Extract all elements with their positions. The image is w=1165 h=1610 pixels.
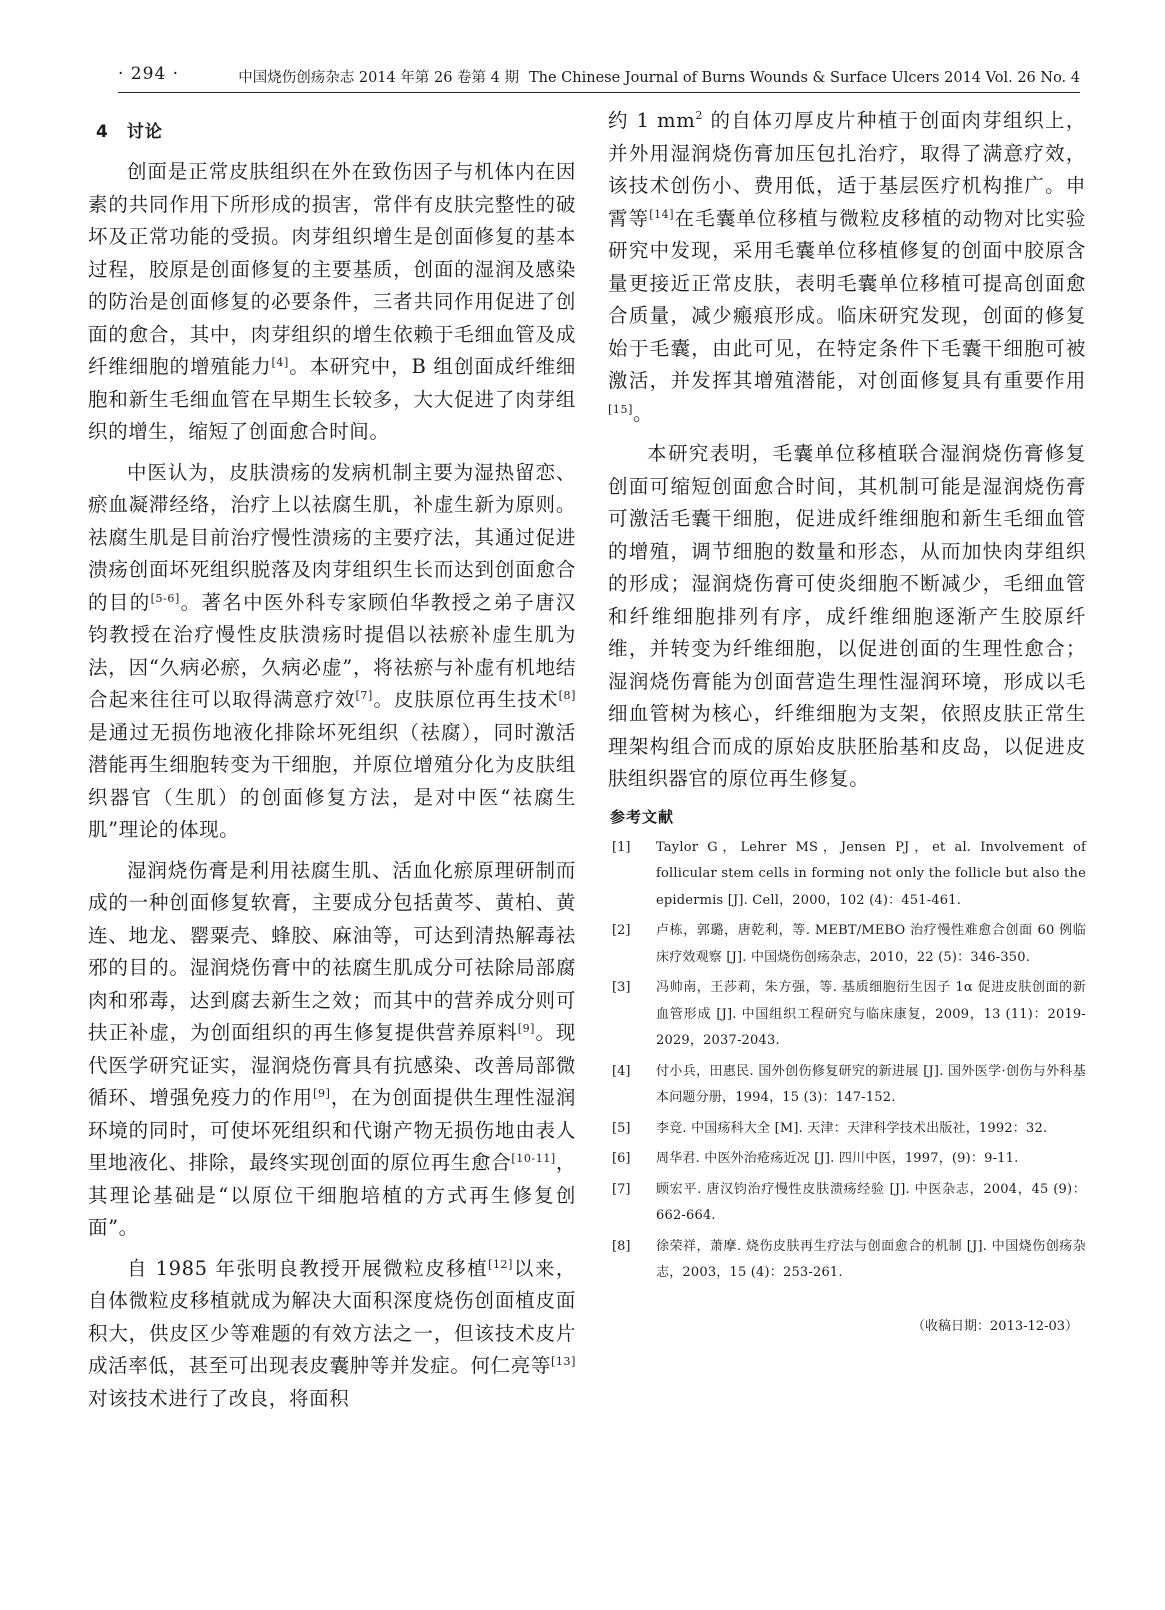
reference-index: [6] (612, 1151, 631, 1166)
paragraph-tcm-theory (88, 457, 576, 847)
reference-text: 周华君. 中医外治疮疡近况 [J]. 四川中医，1997，(9)：9-11. (656, 1151, 1019, 1166)
text-run: ，其理论基础是“以原位干细胞培植的方式再生修复创面”。 (88, 1151, 576, 1239)
citation: [15] (608, 402, 633, 416)
text-run: 的自体刃厚皮片种植于创面肉芽组织上，并外用湿润烧伤膏加压包扎治疗，取得了满意疗效，该技术创伤小、费用低，适于基层医疗机构推广。申霄等 (608, 109, 1086, 230)
reference-index: [7] (612, 1181, 631, 1197)
text-run: 对该技术进行了改良，将面积 (88, 1386, 350, 1410)
journal-title (238, 66, 1080, 87)
text-run: 在毛囊单位移植与微粒皮移植的动物对比实验研究中发现，采用毛囊单位移植修复的创面中胶原含量更接近正常皮肤，表明毛囊单位移植可提高创面愈合质量，减少瘢痕形成。临床研究发现，创面的修复始于毛囊，由此可见，在特定条件下毛囊干细胞可被激活，并发挥其增殖潜能，对创面修复具有重要作用 (608, 206, 1086, 392)
paragraph-wound-definition (88, 156, 576, 449)
journal-title-cn: 中国烧伤创疡杂志 2014 年第 26 卷第 4 期 (238, 70, 519, 86)
reference-index: [8] (612, 1238, 631, 1254)
reference-item (608, 975, 1086, 1055)
reference-item (608, 1177, 1086, 1230)
text-run: 。 (632, 401, 654, 425)
reference-item (608, 1116, 1086, 1143)
text-run: 湿润烧伤膏是利用祛腐生肌、活血化瘀原理研制而成的一种创面修复软膏，主要成分包括黄芩、黄柏、黄连、地龙、罂粟壳、蜂胶、麻油等，可达到清热解毒祛邪的目的。湿润烧伤膏中的祛腐生肌成分可祛除局部腐肉和邪毒，达到腐去新生之效；而其中的营养成分则可扶正补虚，为创面组织的再生修复提供营养原料 (88, 858, 576, 1044)
citation: [14] (649, 207, 675, 221)
citation: [4] (271, 356, 289, 369)
text-run: 自 1985 年张明良教授开展微粒皮移植 (127, 1256, 489, 1280)
reference-index: [4] (612, 1063, 631, 1079)
citation: [10-11] (511, 1152, 556, 1165)
reference-item (608, 918, 1086, 971)
reference-text: Taylor G，Lehrer MS，Jensen PJ，et al. Involvement of follicular stem cells in forming not only the follicle but also the epidermis [J]. Cell，2000，102 (4)：451-461. (656, 839, 1086, 908)
journal-title-en: The Chinese Journal of Burns Wounds & Surface Ulcers 2014 Vol. 26 No. 4 (528, 70, 1080, 86)
text-run: 。皮肤原位再生技术 (372, 688, 559, 711)
reference-item (608, 1059, 1086, 1112)
left-column (88, 105, 576, 1423)
reference-text: 李竞. 中国疡科大全 [M]. 天津：天津科学技术出版社，1992：32. (656, 1120, 1048, 1136)
citation: [7] (355, 689, 373, 702)
reference-text: 顾宏平. 唐汉钧治疗慢性皮肤溃疡经验 [J]. 中医杂志，2004，45 (9)：662-664. (656, 1181, 1086, 1223)
citation: [13] (551, 1355, 576, 1368)
paragraph-graft-continued (608, 105, 1086, 430)
citation: [12] (488, 1257, 514, 1271)
text-run: 。现代医学研究证实，湿润烧伤膏具有抗感染、改善局部微循环、增强免疫力的作用 (88, 1021, 576, 1109)
reference-text: 冯帅南，王莎莉，朱方强，等. 基质细胞衍生因子 1α 促进皮肤创面的新血管形成 [J]. 中国组织工程研究与临床康复，2009，13 (11)：2019-2029，2037-2043. (656, 980, 1086, 1048)
paragraph-conclusion: 本研究表明，毛囊单位移植联合湿润烧伤膏修复创面可缩短创面愈合时间，其机制可能是湿润烧伤膏可激活毛囊干细胞，促进成纤维细胞和新生毛细血管的增殖，调节细胞的数量和形态，从而加快肉芽组织的形成；湿润烧伤膏可使炎细胞不断减少，毛细血管和纤维细胞排列有序，成纤维细胞逐渐产生胶原纤维，并转变为纤维细胞，以促进创面的生理性愈合；湿润烧伤膏能为创面营造生理性湿润环境，形成以毛细血管树为核心，纤维细胞为支架，依照皮肤正常生理架构组合而成的原始皮肤胚胎基和皮岛，以促进皮肤组织器官的原位再生修复。 (608, 442, 1086, 790)
paragraph-mebo (88, 855, 576, 1245)
page-number: · 294 · (118, 64, 180, 84)
reference-list (608, 835, 1086, 1287)
reference-index: [5] (612, 1120, 631, 1136)
citation: [8] (558, 689, 576, 702)
running-header (118, 62, 1080, 93)
reference-item (608, 1234, 1086, 1287)
text-run: 。本研究中，B 组创面成纤维细胞和新生毛细血管在早期生长较多，大大促进了肉芽组织的增生，缩短了创面愈合时间。 (88, 355, 576, 443)
unit-superscript: 2 (695, 109, 703, 122)
references-heading: 参考文献 (610, 807, 675, 826)
text-run: 是通过无损伤地液化排除坏死组织（祛腐），同时激活潜能再生细胞转变为干细胞，并原位增殖分化为皮肤组织器官（生肌）的创面修复方法，是对中医“祛腐生肌”理论的体现。 (88, 720, 576, 841)
right-column (608, 105, 1086, 1334)
citation: [5-6] (150, 591, 180, 605)
reference-text: 付小兵，田惠民. 国外创伤修复研究的新进展 [J]. 国外医学·创伤与外科基本问题分册，1994，15 (3)：147-152. (656, 1063, 1086, 1105)
section-heading (96, 117, 576, 142)
reference-index: [3] (612, 980, 631, 995)
text-run: ，在为创面提供生理性湿润环境的同时，可使坏死组织和代谢产物无损伤地由表人里地液化、排除，最终实现创面的原位再生愈合 (88, 1086, 576, 1174)
text-run: 约 1 mm (608, 109, 696, 132)
paragraph-microskin-graft (88, 1253, 576, 1416)
text-run: 。著名中医外科专家顾伯华教授之弟子唐汉钧教授在治疗慢性皮肤溃疡时提倡以祛瘀补虚生肌为法，因“久病必瘀，久病必虚”，将祛瘀与补虚有机地结合起来往往可以取得满意疗效 (88, 590, 576, 711)
section-title: 讨论 (126, 122, 163, 142)
citation: [9] (313, 1087, 331, 1100)
reference-index: [1] (612, 839, 631, 855)
reference-index: [2] (612, 923, 631, 938)
reference-item (608, 835, 1086, 915)
reference-item (608, 1146, 1086, 1173)
reference-text: 卢栋，郭璐，唐乾利，等. MEBT/MEBO 治疗慢性难愈合创面 60 例临床疗效观察 [J]. 中国烧伤创疡杂志，2010，22 (5)：346-350. (656, 923, 1086, 965)
citation: [9] (517, 1022, 536, 1035)
section-number: 4 (96, 122, 109, 142)
text-run: 中医认为，皮肤溃疡的发病机制主要为湿热留恋、瘀血凝滞经络，治疗上以祛腐生肌，补虚生新为原则。祛腐生肌是目前治疗慢性溃疡的主要疗法，其通过促进溃疡创面坏死组织脱落及肉芽组织生长而达到创面愈合的目的 (88, 460, 576, 614)
text-run: 以来，自体微粒皮移植就成为解决大面积深度烧伤创面植皮面积大，供皮区少等难题的有效方法之一，但该技术皮片成活率低，甚至可出现表皮囊肿等并发症。何仁亮等 (88, 1256, 576, 1377)
received-date: （收稿日期：2013-12-03） (912, 1318, 1078, 1334)
reference-text: 徐荣祥，萧摩. 烧伤皮肤再生疗法与创面愈合的机制 [J]. 中国烧伤创疡杂志，2003，15 (4)：253-261. (656, 1238, 1086, 1280)
text-run: 创面是正常皮肤组织在外在致伤因子与机体内在因素的共同作用下所形成的损害，常伴有皮肤完整性的破坏及正常功能的受损。肉芽组织增生是创面修复的基本过程，胶原是创面修复的主要基质，创面的湿润及感染的防治是创面修复的必要条件，三者共同作用促进了创面的愈合，其中，肉芽组织的增生依赖于毛细血管及成纤维细胞的增殖能力 (88, 160, 576, 378)
